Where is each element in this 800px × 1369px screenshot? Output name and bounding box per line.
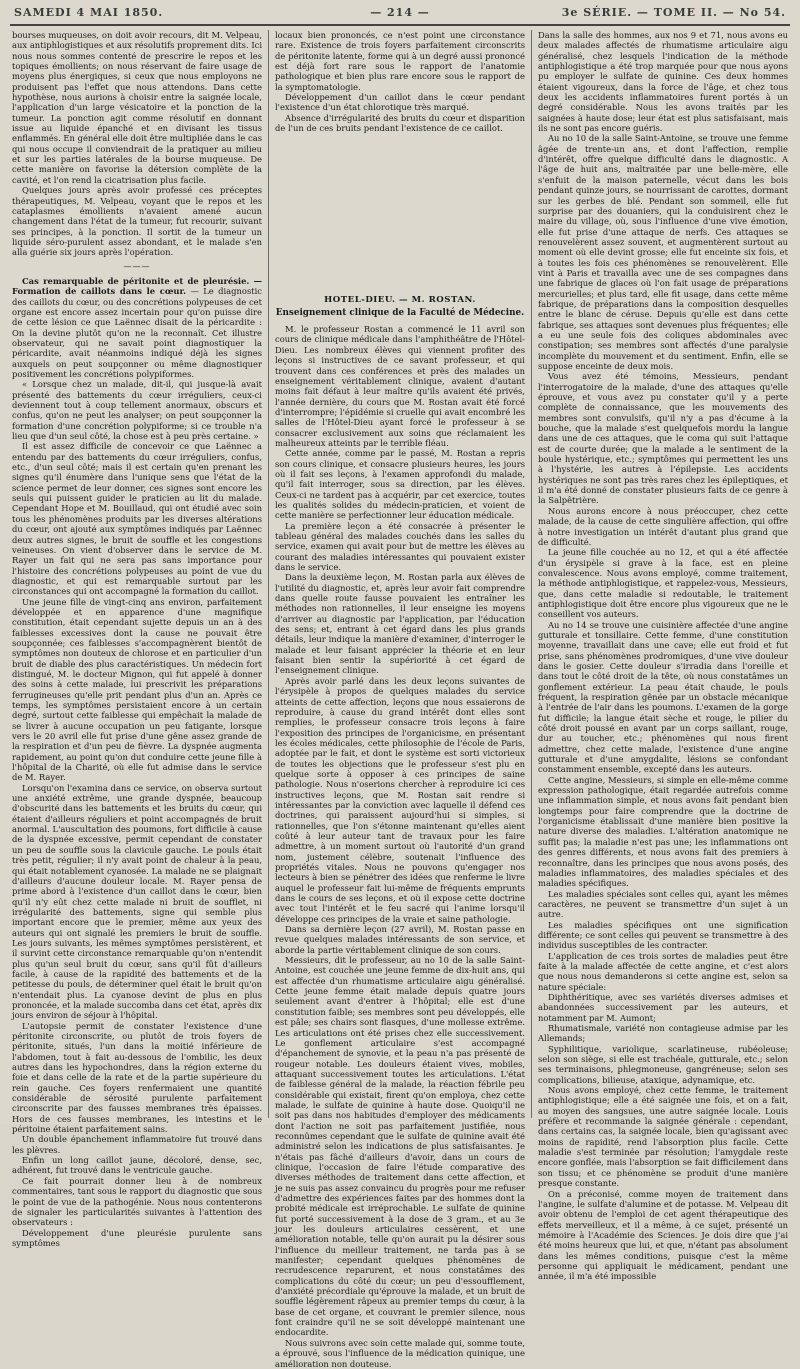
paragraph: Dans sa dernière leçon (27 avril), M. Rostan passe en revue quelques malades intéressants de son service, et aborde la partie véritablement clinique de son cours. (275, 924, 525, 955)
paragraph: « Lorsque chez un malade, dit-il, qui jusque-là avait présenté des battements du cœur irréguliers, ceux-ci deviennent tout à coup tellement anormaux, obscurs et confus, qu'on ne peut les analyser; on peut soupçonner la formation d'une concrétion polypiforme; si ce trouble n'a lieu que d'un seul côté, la chose est à peu près certaine. » (12, 379, 262, 442)
paragraph: Enfin un long caillot jaune, décoloré, dense, sec, adhérent, fut trouvé dans le ventricule gauche. (12, 1155, 262, 1176)
column-rule (268, 30, 269, 1118)
paragraph: Dans la salle des hommes, aux nos 9 et 71, nous avons eu deux malades affectés de rhumatisme articulaire aigu généralisé, chez lesquels l'indication de la méthode antiphlogistique a été trop marquée pour que nous ayons pu employer le sulfate de quinine. Ces deux hommes étaient vigoureux, dans la force de l'âge, et chez tous deux les accidents inflammatoires furent portés à un degré considérable. Nous les avons traités par les saignées à haute dose; leur état est plus satisfaisant, mais ils ne sont pas encore guéris. (538, 30, 788, 134)
paragraph: Développement d'une pleurésie purulente sans symptômes (12, 1227, 262, 1248)
paragraph: Cette angine, Messieurs, si simple en elle-même comme expression pathologique, était regardée autrefois comme une inflammation simple, et nous avons fait pendant bien longtemps pour faire comprendre que la doctrine de l'organicisme établissait d'une manière bien positive la nature diverse des maladies. L'altération anatomique ne suffit pas; la maladie n'est pas une; les inflammations ont des genres différents, et nous avons fait des premiers à reconnaître, dans les principes que nous avons posés, des maladies inflammatoires, des maladies spéciales et des maladies spécifiques. (538, 774, 788, 889)
paragraph: Syphilitique, variolique, scarlatineuse, rubéoleuse; selon son siège, si elle est trachéale, gutturale, etc.; selon ses terminaisons, phlegmoneuse, gangréneuse; selon ses complications, bilieuse, ataxique, adynamique, etc. (538, 1043, 788, 1085)
header-series: 3e SÉRIE. — TOME II. — No 54. (561, 6, 786, 19)
paragraph: bourses muqueuses, on doit avoir recours, dit M. Velpeau, aux antiphlogistiques et aux résolutifs proprement dits. Ici nous nous sommes contenté de prescrire le repos et les topiques émollients; on nous réservant de faire usage de moyens plus énergiques, si ceux que nous employons ne produisent pas l'effet que nous attendons. Dans cette hypothèse, nous aurions à choisir entre la saignée locale, l'application d'un large vésicatoire et la ponction de la tumeur. La ponction agit comme résolutif en donnant issue au liquide épanché et en divisant les tissus enflammés. En général elle doit être multipliée dans le cas qui nous occupe il conviendrait de la pratiquer au milieu et sur les parties latérales de la bourse muqueuse. De cette manière on favorise la détersion complète de la cavité, et l'on rend la cicatrisation plus facile. (12, 30, 262, 185)
paragraph: Développement d'un caillot dans le cœur pendant l'existence d'un état chlorotique très marqué. (275, 92, 525, 113)
paragraph: Les maladies spéciales sont celles qui, ayant les mêmes caractères, ne peuvent se transmettre d'un sujet à un autre. (538, 888, 788, 920)
section-title: Cas remarquable de péritonite et de pleurésie. — Formation de caillots dans le cœur. (12, 275, 262, 297)
paragraph: L'autopsie permit de constater l'existence d'une péritonite circonscrite, ou plutôt de trois foyers de péritonite, situés, l'un dans la moitié inférieure de l'abdomen, tout à fait au-dessous de l'ombilic, les deux autres dans les hypochondres, dans la région externe du foie et dans celle de la rate et de la partie supérieure du rein gauche. Ces foyers renfermaient une quantité considérable de sérosité purulente parfaitement circonscrite par des fausses membranes très épaisses. Hors de ces fausses membranes, les intestins et le péritoine étaient parfaitement sains. (12, 1020, 262, 1135)
paragraph: La jeune fille couchée au no 12, et qui a été affectée d'un érysipèle si grave à la face, est en pleine convalescence. Nous avons employé, comme traitement, la méthode antiphlogistique, et rappelez-vous, Messieurs, que, dans cette maladie si redoutable, le traitement antiphlogistique doit être encore plus vigoureux que ne le conseillent vos auteurs. (538, 547, 788, 620)
page-header (14, 4, 786, 22)
paragraph: Nous aurons encore à nous préoccuper, chez cette malade, de la cause de cette singulière affection, qui offre à notre investigation un intérêt d'autant plus grand que de difficulté. (538, 505, 788, 547)
column-1 (12, 30, 262, 1248)
column-2 (275, 30, 525, 1369)
paragraph: Il est assez difficile de concevoir ce que Laënnec a entendu par des battements du cœur irréguliers, confus, etc., d'un seul côté; mais il est certain qu'en prenant les signes qu'il énumère dans l'unique sens que l'état de la science permet de leur donner, ces signes sont encore les seuls qui puissent guider le praticien au lit du malade. Cependant Hope et M. Bouillaud, qui ont étudié avec soin tous les phénomènes produits par les diverses altérations du cœur, ont ajouté aux symptômes indiqués par Laënnec deux autres signes, le bruit de souffle et les congestions veineuses. On vient d'observer dans le service de M. Rayer un fait qui ne sera pas sans importance pour l'histoire des concrétions polypeuses au point de vue du diagnostic, et qui est remarquable surtout par les circonstances qui ont accompagné la formation du caillot. (12, 441, 262, 597)
article-subheading: Enseignement clinique de la Faculté de Médecine. (275, 307, 525, 318)
article-heading: HOTEL-DIEU. — M. ROSTAN. (324, 295, 476, 306)
paragraph: Messieurs, dit le professeur, au no 10 de la salle Saint-Antoine, est couchée une jeune femme de dix-huit ans, qui est affectée d'un rhumatisme articulaire aigu généralisé. Cette jeune femme était malade depuis quatre jours seulement avant d'entrer à l'hôpital; elle est d'une constitution faible; ses membres sont peu développés, elle est pâle; ses chairs sont flasques, d'une mollesse extrême. Les articulations ont été prises chez elle successivement. Le gonflement articulaire s'est accompagné d'épanchement de synovie, et la peau n'a pas présenté de rougeur notable. Les douleurs étaient vives, mobiles, attaquant successivement toutes les articulations. L'état de faiblesse général de la malade, la réaction fébrile peu considérable qui existait, firent qu'on employa, chez cette malade, le sulfate de quinine à haute dose. Quoiqu'il ne soit pas dans nos habitudes d'employer des médicaments dont l'action ne soit pas parfaitement justifiée, nous reconnûmes cependant que le sulfate de quinine avait été administré selon les indications de plus satisfaisantes. Je n'étais pas fâché d'ailleurs d'avoir, dans un cours de clinique, l'occasion de faire l'étude comparative des diverses méthodes de traitement dans cette affection, et je ne suis pas assez convaincu du progrès pour me refuser d'admettre des expériences faites par des hommes dont la probité médicale est irréprochable. Le sulfate de quinine fut porté successivement à la dose de 3 gram., et au 3e jour les douleurs articulaires cessèrent, et une amélioration notable, telle qu'on aurait pu la désirer sous l'influence du meilleur traitement, ne tarda pas à se manifester; cependant quelques phénomènes de recrudescence reparurent, et nous constatâmes des complications du côté du cœur; un peu d'essoufflement, d'anxiété précordiale qu'éprouve la malade, et un bruit de souffle légèrement râpeux au premier temps du cœur, à la base de cet organe, et couvrant le premier silence, nous font craindre qu'il ne se soit développé maintenant une endocardite. (275, 955, 525, 1338)
text-columns (12, 30, 788, 1369)
paragraph: Rhumatismale, variété non contagieuse admise par les Allemands; (538, 1023, 788, 1044)
column-rule (531, 30, 532, 1118)
paragraph: Une jeune fille de vingt-cinq ans environ, parfaitement développée et en apparence d'une magnifique constitution, était cependant sujette depuis un an à des faiblesses excessives dont la cause ne pouvait être soupçonnée; ces faiblesses s'accompagnèrent bientôt de symptômes non douteux de chlorose et en particulier d'un bruit de diable des plus caractéristiques. Un médecin fort distingué, M. le docteur Mignon, qui fut appelé à donner des soins à cette malade, lui prescrivit les préparations ferrugineuses qu'elle prit pendant plus d'un an. Après ce temps, les symptômes persistaient encore à un certain degré, surtout cette faiblesse qui empêchait la malade de se livrer à aucune occupation un peu fatigante, lorsque vers le 20 avril elle fut prise d'une gêne assez grande de la respiration et d'un peu de fièvre. La dyspnée augmenta rapidement, au point qu'on dut conduire cette jeune fille à l'hôpital de la Charité, où elle fut admise dans le service de M. Rayer. (12, 596, 262, 783)
paragraph: On a préconisé, comme moyen de traitement dans l'angine, le sulfate d'alumine et de potasse. M. Velpeau dit avoir obtenu de l'emploi de cet agent thérapeutique des effets merveilleux, et il a même, à ce sujet, présenté un mémoire à l'Académie des Sciences. Je dois dire que j'ai été moins heureux que lui, et que, n'étant pas absolument dans les mêmes conditions, puisque c'est la même personne qui appliquait le médicament, pendant une année, il m'a été impossible (538, 1188, 788, 1282)
paragraph: Au no 14 se trouve une cuisinière affectée d'une angine gutturale et tonsillaire. Cette femme, d'une constitution moyenne, travaillait dans une cave; elle eut froid et fut prise, sans phénomènes prodromiques, d'une vive douleur dans le gosier. Cette douleur s'irradia dans l'oreille et dans tout le côté droit de la tête, où nous constatâmes un gonflement extérieur. La peau était chaude, le pouls fréquent, la respiration gênée par un obstacle mécanique à l'entrée de l'air dans les poumons. L'examen de la gorge fut difficile; la langue était sèche et rouge, le pilier du côté droit poussé en avant par un corps saillant, rouge, dur au toucher, etc.; phénomènes qui nous firent admettre, chez cette malade, l'existence d'une angine gutturale et d'une amygdalite, lésions se confondant constamment ensemble, excepté dans les auteurs. (538, 619, 788, 775)
paragraph: Ce fait pourrait donner lieu à de nombreux commentaires, tant sous le rapport du diagnostic que sous le point de vue de la pathogénie. Nous nous contenterons de signaler les particularités suivantes à l'attention des observateurs : (12, 1175, 262, 1228)
page-number: — 214 — (370, 6, 430, 19)
paragraph: Dans la deuxième leçon, M. Rostan parla aux élèves de l'utilité du diagnostic, et, après leur avoir fait comprendre dans quelle route fausse pouvaient les entraîner les méthodes non rationnelles, il leur enseigne les moyens d'arriver au diagnostic par l'application, par l'éducation des sens; et, entrant à cet égard dans les plus grands détails, leur indique la manière d'examiner, d'interroger le malade et leur faisant apprécier la théorie et en leur faisant bien sentir la supériorité à cet égard de l'enseignement clinique. (275, 572, 525, 676)
paragraph: Après avoir parlé dans les deux leçons suivantes de l'érysipèle à propos de quelques malades du service atteints de cette affection, leçons que nous essaierons de reproduire, à cause du grand intérêt dont elles sont remplies, le professeur consacre trois leçons à faire l'exposition des principes de l'organicisme, en présentant les écoles médicales, cette philosophie de l'école de Paris, adoptée par le fait, et dont le système est sorti victorieux de toutes les objections que le professeur s'est plu en quelque sorte à opposer à ces principes de saine pathologie. Nous n'oserions chercher à reproduire ici ces instructives leçons, que M. Rostan sait rendre si intéressantes par la conviction avec laquelle il défend ces doctrines, qui paraissent aujourd'hui si simples, si rationnelles, que l'on s'étonne maintenant qu'elles aient coûté à leur auteur tant de travaux pour les faire admettre, à un moment surtout où l'autorité d'un grand nom, justement célèbre, soutenait l'influence des propriétés vitales. Nous ne pouvons qu'engager nos lecteurs à bien se pénétrer des idées que renferme le livre auquel le professeur fait lui-même de fréquents emprunts dans le cours de ses leçons, et où il expose cette doctrine avec tout l'intérêt et le feu sacré qui l'anime lorsqu'il développe ces principes de la vraie et saine pathologie. (275, 675, 525, 924)
paragraph: L'application de ces trois sortes de maladies peut être faite à la malade affectée de cette angine, et c'est alors que nous nous demanderons si cette angine est, selon sa nature spéciale: (538, 950, 788, 992)
paragraph: Au no 10 de la salle Saint-Antoine, se trouve une femme âgée de trente-un ans, et dont l'affection, remplie d'intérêt, offre quelque difficulté dans le diagnostic. A l'âge de huit ans, maltraitée par une belle-mère, elle s'enfuit de la maison paternelle, vécut dans les bois pendant quinze jours, se nourrissant de carottes, dormant sur les gerbes de blé. Pendant son sommeil, elle fut surprise par des douaniers, qui la conduisirent chez le maire du village, où, sous l'influence d'une vive émotion, elle fut prise d'une attaque de nerfs. Ces attaques se renouvelèrent assez souvent, et augmentèrent surtout au moment où elle devint grosse; elle fut enceinte six fois, et à toutes les fois ces phénomènes se renouvelèrent. Elle vint à Paris et travailla avec une de ses compagnes dans une fabrique de glaces où l'on fait usage de préparations mercurielles; et plus tard, elle fit usage, dans cette même fabrique, de préparations dans la composition desquelles entre le blanc de céruse. Depuis qu'elle est dans cette fabrique, ses attaques sont devenues plus fréquentes; elle a eu une seule fois des coliques abdominales avec constipation; ses membres sont affectés d'une paralysie incomplète du mouvement et du sentiment. Enfin, elle se suppose enceinte de deux mois. (538, 133, 788, 371)
header-rule (10, 24, 790, 26)
paragraph: Les maladies spécifiques ont une signification différente; ce sont celles qui peuvent se transmettre à des individus susceptibles de les contracter. (538, 919, 788, 951)
paragraph: — Le diagnostic des caillots du cœur, ou des concrétions polypeuses de cet organe est encore assez incertain pour qu'on puisse dire de cette lésion ce que Laënnec disait de la péricardite : On la devine plutôt qu'on ne la reconnaît. Cet illustre observateur, qui ne savait point diagnostiquer la péricardite, avait néanmoins indiqué déjà les signes auxquels on peut soupçonner ou même diagnostiquer positivement les concrétions polypiformes. (12, 286, 262, 379)
paragraph: Lorsqu'on l'examina dans ce service, on observa surtout une anxiété extrême, une grande dyspnée, beaucoup d'obscurité dans les battements et les bruits du cœur, qui étaient d'ailleurs réguliers et point accompagnés de bruit anormal. L'auscultation des poumons, fort difficile à cause de la dyspnée excessive, permit cependant de constater un peu de souffle sous la clavicule gauche. Le pouls était très petit, régulier; il n'y avait point de chaleur à la peau, qui était notablement cyanosée. La malade ne se plaignait d'ailleurs d'aucune douleur locale. M. Rayer pensa de prime abord à l'existence d'un caillot dans le cœur, bien qu'il n'y eût chez cette malade ni bruit de soufflet, ni irrégularité des battements, signe qui semble plus important encore que le premier, même aux yeux des auteurs qui ont signalé les premiers le bruit de souffle. Les jours suivants, les mêmes symptômes persistèrent, et il survint cette circonstance remarquable qu'on n'entendit plus qu'un seul bruit du cœur, sans qu'il fût d'ailleurs facile, à cause de la rapidité des battements et de la petitesse du pouls, de déterminer quel était le bruit qu'on n'entendait plus. La cyanose devint de plus en plus prononcée, et la malade succomba dans cet état, après dix jours environ de séjour à l'hôpital. (12, 782, 262, 1021)
header-date: SAMEDI 4 MAI 1850. (14, 6, 164, 19)
paragraph: Vous avez été témoins, Messieurs, pendant l'interrogatoire de la malade, d'une des attaques qu'elle éprouve, et vous avez pu constater qu'il y a perte complète de connaissance, que les mouvements des membres sont convulsifs, qu'il n'y a pas d'écume à la bouche, que la malade s'est quelquefois mordu la langue dans une de ces attaques, que le coma qui suit l'attaque est de courte durée; que la malade a le sentiment de la boule hystérique, etc.; symptômes qui permettent les uns à l'hystérie, les autres à l'épilepsie. Les accidents hystériques ne sont pas très rares chez les épileptiques, et il m'a été donné de constater plusieurs faits de ce genre à la Salpêtrière. (538, 371, 788, 506)
paragraph: locaux bien prononcés, ce n'est point une circonstance rare. Existence de trois foyers parfaitement circonscrits de péritonite latente, forme qui à un degré aussi prononcé est déjà fort rare sous le rapport de l'anatomie pathologique et bien plus rare encore sous le rapport de la symptomatologie. (275, 30, 525, 92)
paragraph: Cette année, comme par le passé, M. Rostan a repris son cours clinique, et consacre plusieurs heures, les jours où il fait ses leçons, à l'examen approfondi du malade, qu'il fait interroger, sous sa direction, par les élèves. Ceux-ci ne tardent pas à acquérir, par cet exercice, toutes les qualités solides du médecin-praticien, et voient de cette manière se perfectionner leur éducation médicale. (275, 448, 525, 521)
paragraph: Absence d'irrégularité des bruits du cœur et disparition de l'un de ces bruits pendant l'existence de ce caillot. (275, 112, 525, 134)
column-3 (538, 30, 788, 1282)
paragraph: La première leçon a été consacrée à présenter le tableau général des malades couchés dans les salles du service, examen qui avait pour but de mettre les élèves au courant des maladies intéressantes qui pouvaient exister dans le service. (275, 520, 525, 573)
paragraph: Diphthéritique, avec ses variétés diverses admises et abandonnées successivement par les auteurs, et notamment par M. Aumont; (538, 991, 788, 1023)
paragraph: Quelques jours après avoir professé ces préceptes thérapeutiques, M. Velpeau, voyant que le repos et les cataplasmes émollients n'avaient amené aucun changement dans l'état de la tumeur, fut recourir, suivant ses principes, à la ponction. Il sortit de la tumeur un liquide séro-purulent assez abondant, et le malade s'en alla guérie six jours après l'opération. (12, 185, 262, 258)
watermark-space (275, 133, 525, 283)
paragraph: Nous suivrons avec soin cette malade qui, somme toute, a éprouvé, sous l'influence de la médication quinique, une amélioration non douteuse. (275, 1337, 525, 1369)
paragraph: M. le professeur Rostan a commencé le 11 avril son cours de clinique médicale dans l'amphithéâtre de l'Hôtel-Dieu. Les nombreux élèves qui viennent profiter des leçons si instructives de ce savant professeur, et qui trouvent dans ces conférences et près des malades un enseignement véritablement clinique, avaient d'autant moins fait défaut à leur maître qu'ils avaient été privés, l'année dernière, du cours que M. Rostan avait été forcé d'interrompre; l'épidémie si cruelle qui avait encombré les salles de l'Hôtel-Dieu ayant forcé le professeur à se consacrer exclusivement aux soins que réclamaient les malheureux atteints par le terrible fléau. (275, 324, 525, 448)
section-divider: ——— (123, 261, 151, 271)
paragraph: Un double épanchement inflammatoire fut trouvé dans les plèvres. (12, 1134, 262, 1155)
paragraph: Nous avons employé, chez cette femme, le traitement antiphlogistique; elle a été saignée une fois, et on a fait, au moyen des sangsues, une autre saignée locale. Louis préfère et recommande la saignée générale : cependant, dans certains cas, la saignée locale, bien qu'agissant avec moins de rapidité, rend l'absorption plus facile. Cette maladie s'est terminée par résolution; l'amygdale reste encore gonflée, mais l'absorption se fait difficilement dans son tissu; et ce phénomène se produit d'une manière presque constante. (538, 1085, 788, 1189)
